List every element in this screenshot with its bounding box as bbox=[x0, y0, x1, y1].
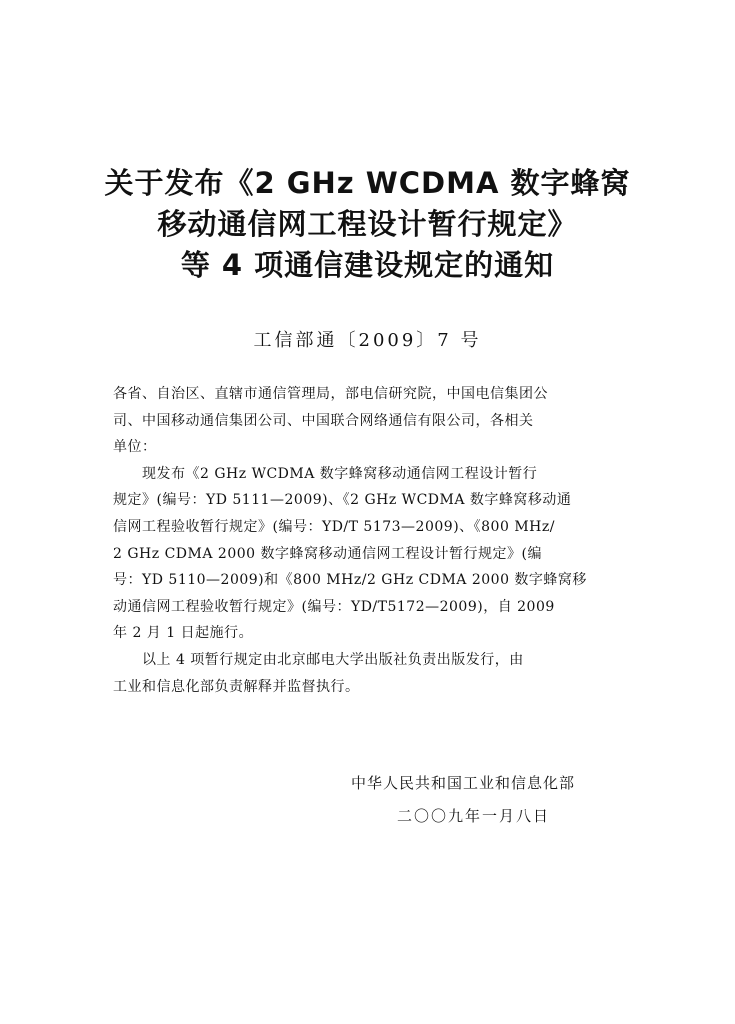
paragraph-1-line-5: 号：YD 5110—2009)和《800 MHz/2 GHz CDMA 2000 数字蜂窝移 bbox=[113, 572, 587, 589]
paragraph-2-line-2: 工业和信息化部负责解释并监督执行。 bbox=[113, 678, 360, 695]
paragraph-2-line-1: 以上 4 项暂行规定由北京邮电大学出版社负责出版发行，由 bbox=[142, 651, 524, 668]
paragraph-1-line-7: 年 2 月 1 日起施行。 bbox=[113, 625, 254, 642]
notice-body bbox=[113, 381, 649, 700]
paragraph-1-line-4: 2 GHz CDMA 2000 数字蜂窝移动通信网工程设计暂行规定》(编 bbox=[113, 545, 542, 562]
title-line-3: 等 4 项通信建设规定的通知 bbox=[180, 248, 555, 282]
paragraph-1-line-2: 规定》(编号：YD 5111—2009)、《2 GHz WCDMA 数字蜂窝移动通 bbox=[113, 492, 572, 509]
issue-date: 二〇〇九年一月八日 bbox=[397, 807, 551, 825]
addressee-line-2: 司、中国移动通信集团公司、中国联合网络通信有限公司，各相关 bbox=[113, 412, 534, 429]
title-line-2: 移动通信网工程设计暂行规定》 bbox=[157, 207, 578, 241]
paragraph-1-line-3: 信网工程验收暂行规定》(编号：YD/T 5173—2009)、《800 MHz/ bbox=[113, 518, 555, 535]
paragraph-1-line-6: 动通信网工程验收暂行规定》(编号：YD/T5172—2009)，自 2009 bbox=[113, 598, 555, 615]
addressee-line-1: 各省、自治区、直辖市通信管理局，部电信研究院，中国电信集团公 bbox=[113, 386, 548, 402]
document-number: 工信部通〔2009〕7 号 bbox=[253, 330, 482, 351]
issuing-organization: 中华人民共和国工业和信息化部 bbox=[351, 774, 576, 792]
addressee-line-3: 单位： bbox=[113, 439, 157, 456]
notice-title bbox=[0, 163, 735, 286]
paragraph-1-line-1: 现发布《2 GHz WCDMA 数字蜂窝移动通信网工程设计暂行 bbox=[142, 465, 538, 482]
title-line-1: 关于发布《2 GHz WCDMA 数字蜂窝 bbox=[104, 166, 631, 200]
